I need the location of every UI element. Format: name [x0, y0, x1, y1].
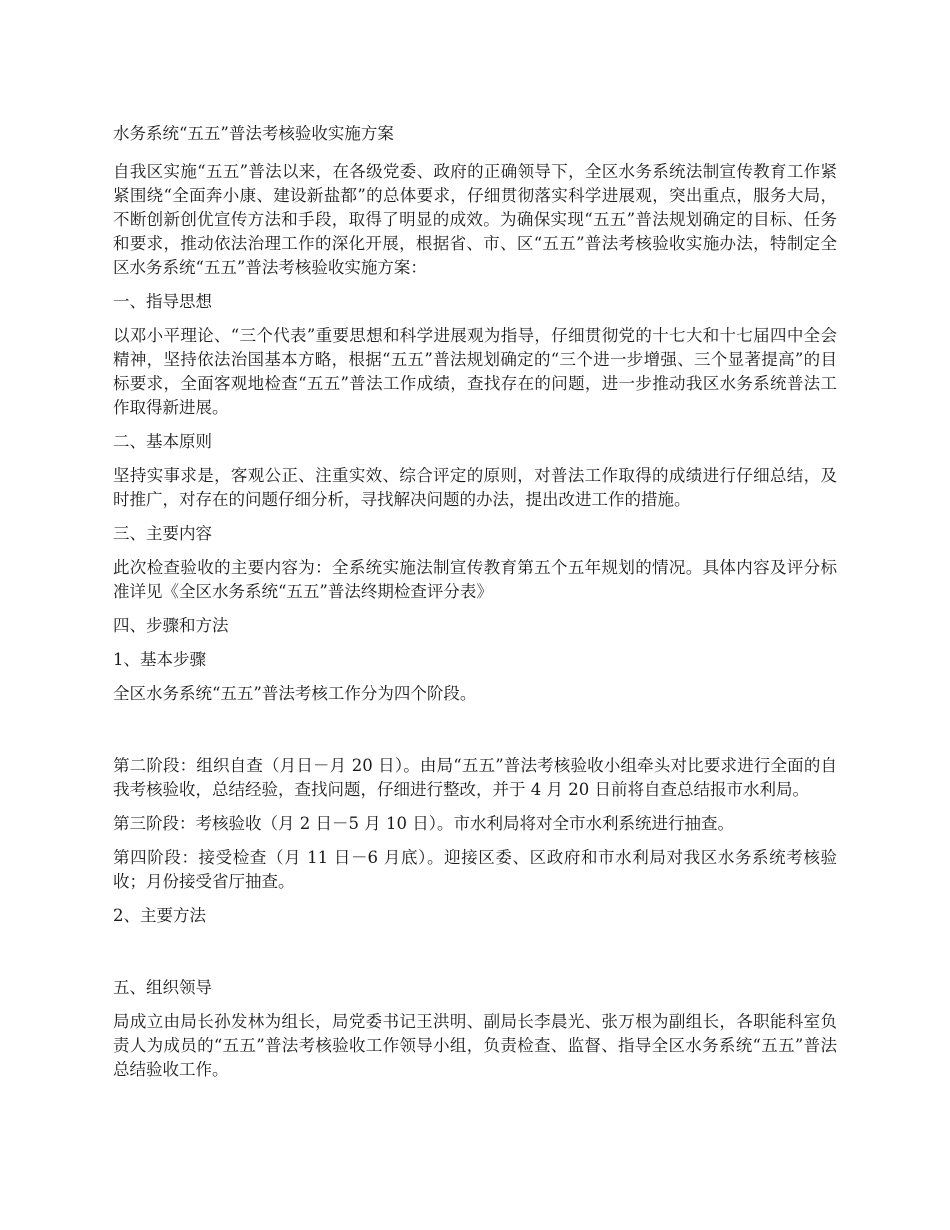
- section-5-body: 局成立由局长孙发林为组长，局党委书记王洪明、副局长李晨光、张万根为副组长，各职能科室负责人为成员的“五五”普法考核验收工作领导小组，负责检查、监督、指导全区水务系统“五五”普法总结验收工作。: [113, 1012, 837, 1079]
- document-body: [113, 122, 837, 1092]
- section-4-subheading-2: 2、主要方法: [113, 906, 206, 925]
- section-3-heading: 三、主要内容: [113, 524, 212, 543]
- section-4-subheading-1: 1、基本步骤: [113, 650, 206, 669]
- section-2-heading: 二、基本原则: [113, 432, 212, 451]
- section-3-body: 此次检查验收的主要内容为：全系统实施法制宣传教育第五个五年规划的情况。具体内容及评分标准详见《全区水务系统“五五”普法终期检查评分表》: [113, 558, 837, 601]
- document-title: 水务系统“五五”普法考核验收实施方案: [113, 124, 394, 143]
- section-1-body: 以邓小平理论、“三个代表”重要思想和科学进展观为指导，仔细贯彻党的十七大和十七届四中全会精神，坚持依法治国基本方略，根据“五五”普法规划确定的“三个进一步增强、三个显著提高”的目标要求，全面客观地检查“五五”普法工作成绩，查找存在的问题，进一步推动我区水务系统普法工作取得新进展。: [113, 326, 837, 417]
- intro-paragraph: 自我区实施“五五”普法以来，在各级党委、政府的正确领导下，全区水务系统法制宣传教育工作紧紧围绕“全面奔小康、建设新盐都”的总体要求，仔细贯彻落实科学进展观，突出重点，服务大局，不断创新创优宣传方法和手段，取得了明显的成效。为确保实现“五五”普法规划确定的目标、任务和要求，推动依法治理工作的深化开展，根据省、市、区“五五”普法考核验收实施办法，特制定全区水务系统“五五”普法考核验收实施方案：: [113, 162, 837, 277]
- stage-3-paragraph: 第三阶段：考核验收（月 2 日－5 月 10 日）。市水利局将对全市水利系统进行抽查。: [113, 814, 734, 833]
- section-5-heading: 五、组织领导: [113, 978, 212, 997]
- section-4-sub1-body: 全区水务系统“五五”普法考核工作分为四个阶段。: [113, 684, 477, 703]
- section-1-heading: 一、指导思想: [113, 292, 212, 311]
- section-4-heading: 四、步骤和方法: [113, 616, 229, 635]
- stage-2-paragraph: 第二阶段：组织自查（月日－月 20 日）。由局“五五”普法考核验收小组牵头对比要求进行全面的自我考核验收，总结经验，查找问题，仔细进行整改，并于 4 月 20 日前将自查总结报市水利局。: [113, 756, 837, 799]
- stage-4-paragraph: 第四阶段：接受检查（月 11 日－6 月底）。迎接区委、区政府和市水利局对我区水务系统考核验收；月份接受省厅抽查。: [113, 848, 837, 891]
- section-2-body: 坚持实事求是，客观公正、注重实效、综合评定的原则，对普法工作取得的成绩进行仔细总结，及时推广，对存在的问题仔细分析，寻找解决问题的办法，提出改进工作的措施。: [113, 466, 837, 509]
